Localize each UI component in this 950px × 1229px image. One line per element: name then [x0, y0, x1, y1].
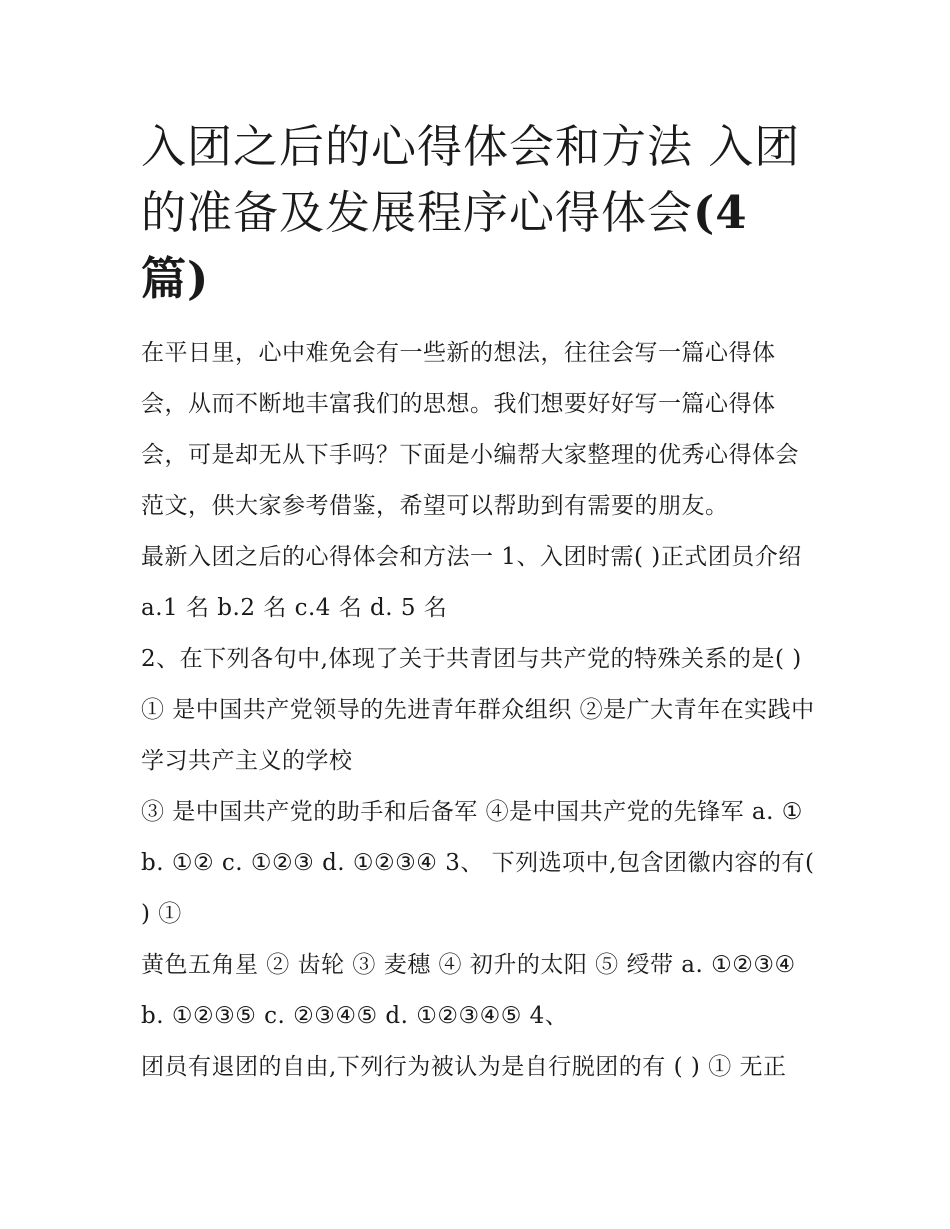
paragraph-intro: 在平日里，心中难免会有一些新的想法，往往会写一篇心得体会，从而不断地丰富我们的思想。我们想要好好写一篇心得体会，可是却无从下手吗？下面是小编帮大家整理的优秀心得体会范文，供大家参考借鉴，希望可以帮助到有需要的朋友。 [141, 340, 799, 519]
document-title-main: 入团之后的心得体会和方法 入团的准备及发展程序心得体会 [141, 120, 801, 239]
document-content [141, 114, 821, 1093]
document-title [141, 114, 821, 312]
paragraph-question-4: 团员有退团的自由,下列行为被认为是自行脱团的有 ( ) ① 无正 [141, 1054, 787, 1080]
paragraph-question-1: 最新入团之后的心得体会和方法一 1、入团时需( )正式团员介绍 a.1 名 b.2 名 c.4 名 d. 5 名 [141, 544, 802, 621]
paragraph-question-2: 2、在下列各句中,体现了关于共青团与共产党的特殊关系的是( ) ① 是中国共产党领导的先进青年群众组织 ②是广大青年在实践中学习共产主义的学校 [141, 646, 815, 774]
document-body [141, 328, 821, 1093]
paragraph-question-2-options: ③ 是中国共产党的助手和后备军 ④是中国共产党的先锋军 a. ① b. ①② c. ①②③ d. ①②③④ 3、 下列选项中,包含团徽内容的有( ) ① [141, 799, 815, 927]
document-title-count: (4 篇) [141, 186, 748, 305]
paragraph-question-3-options: 黄色五角星 ② 齿轮 ③ 麦穗 ④ 初升的太阳 ⑤ 绶带 a. ①②③④ b. ①②③⑤ c. ②③④⑤ d. ①②③④⑤ 4、 [141, 952, 796, 1029]
